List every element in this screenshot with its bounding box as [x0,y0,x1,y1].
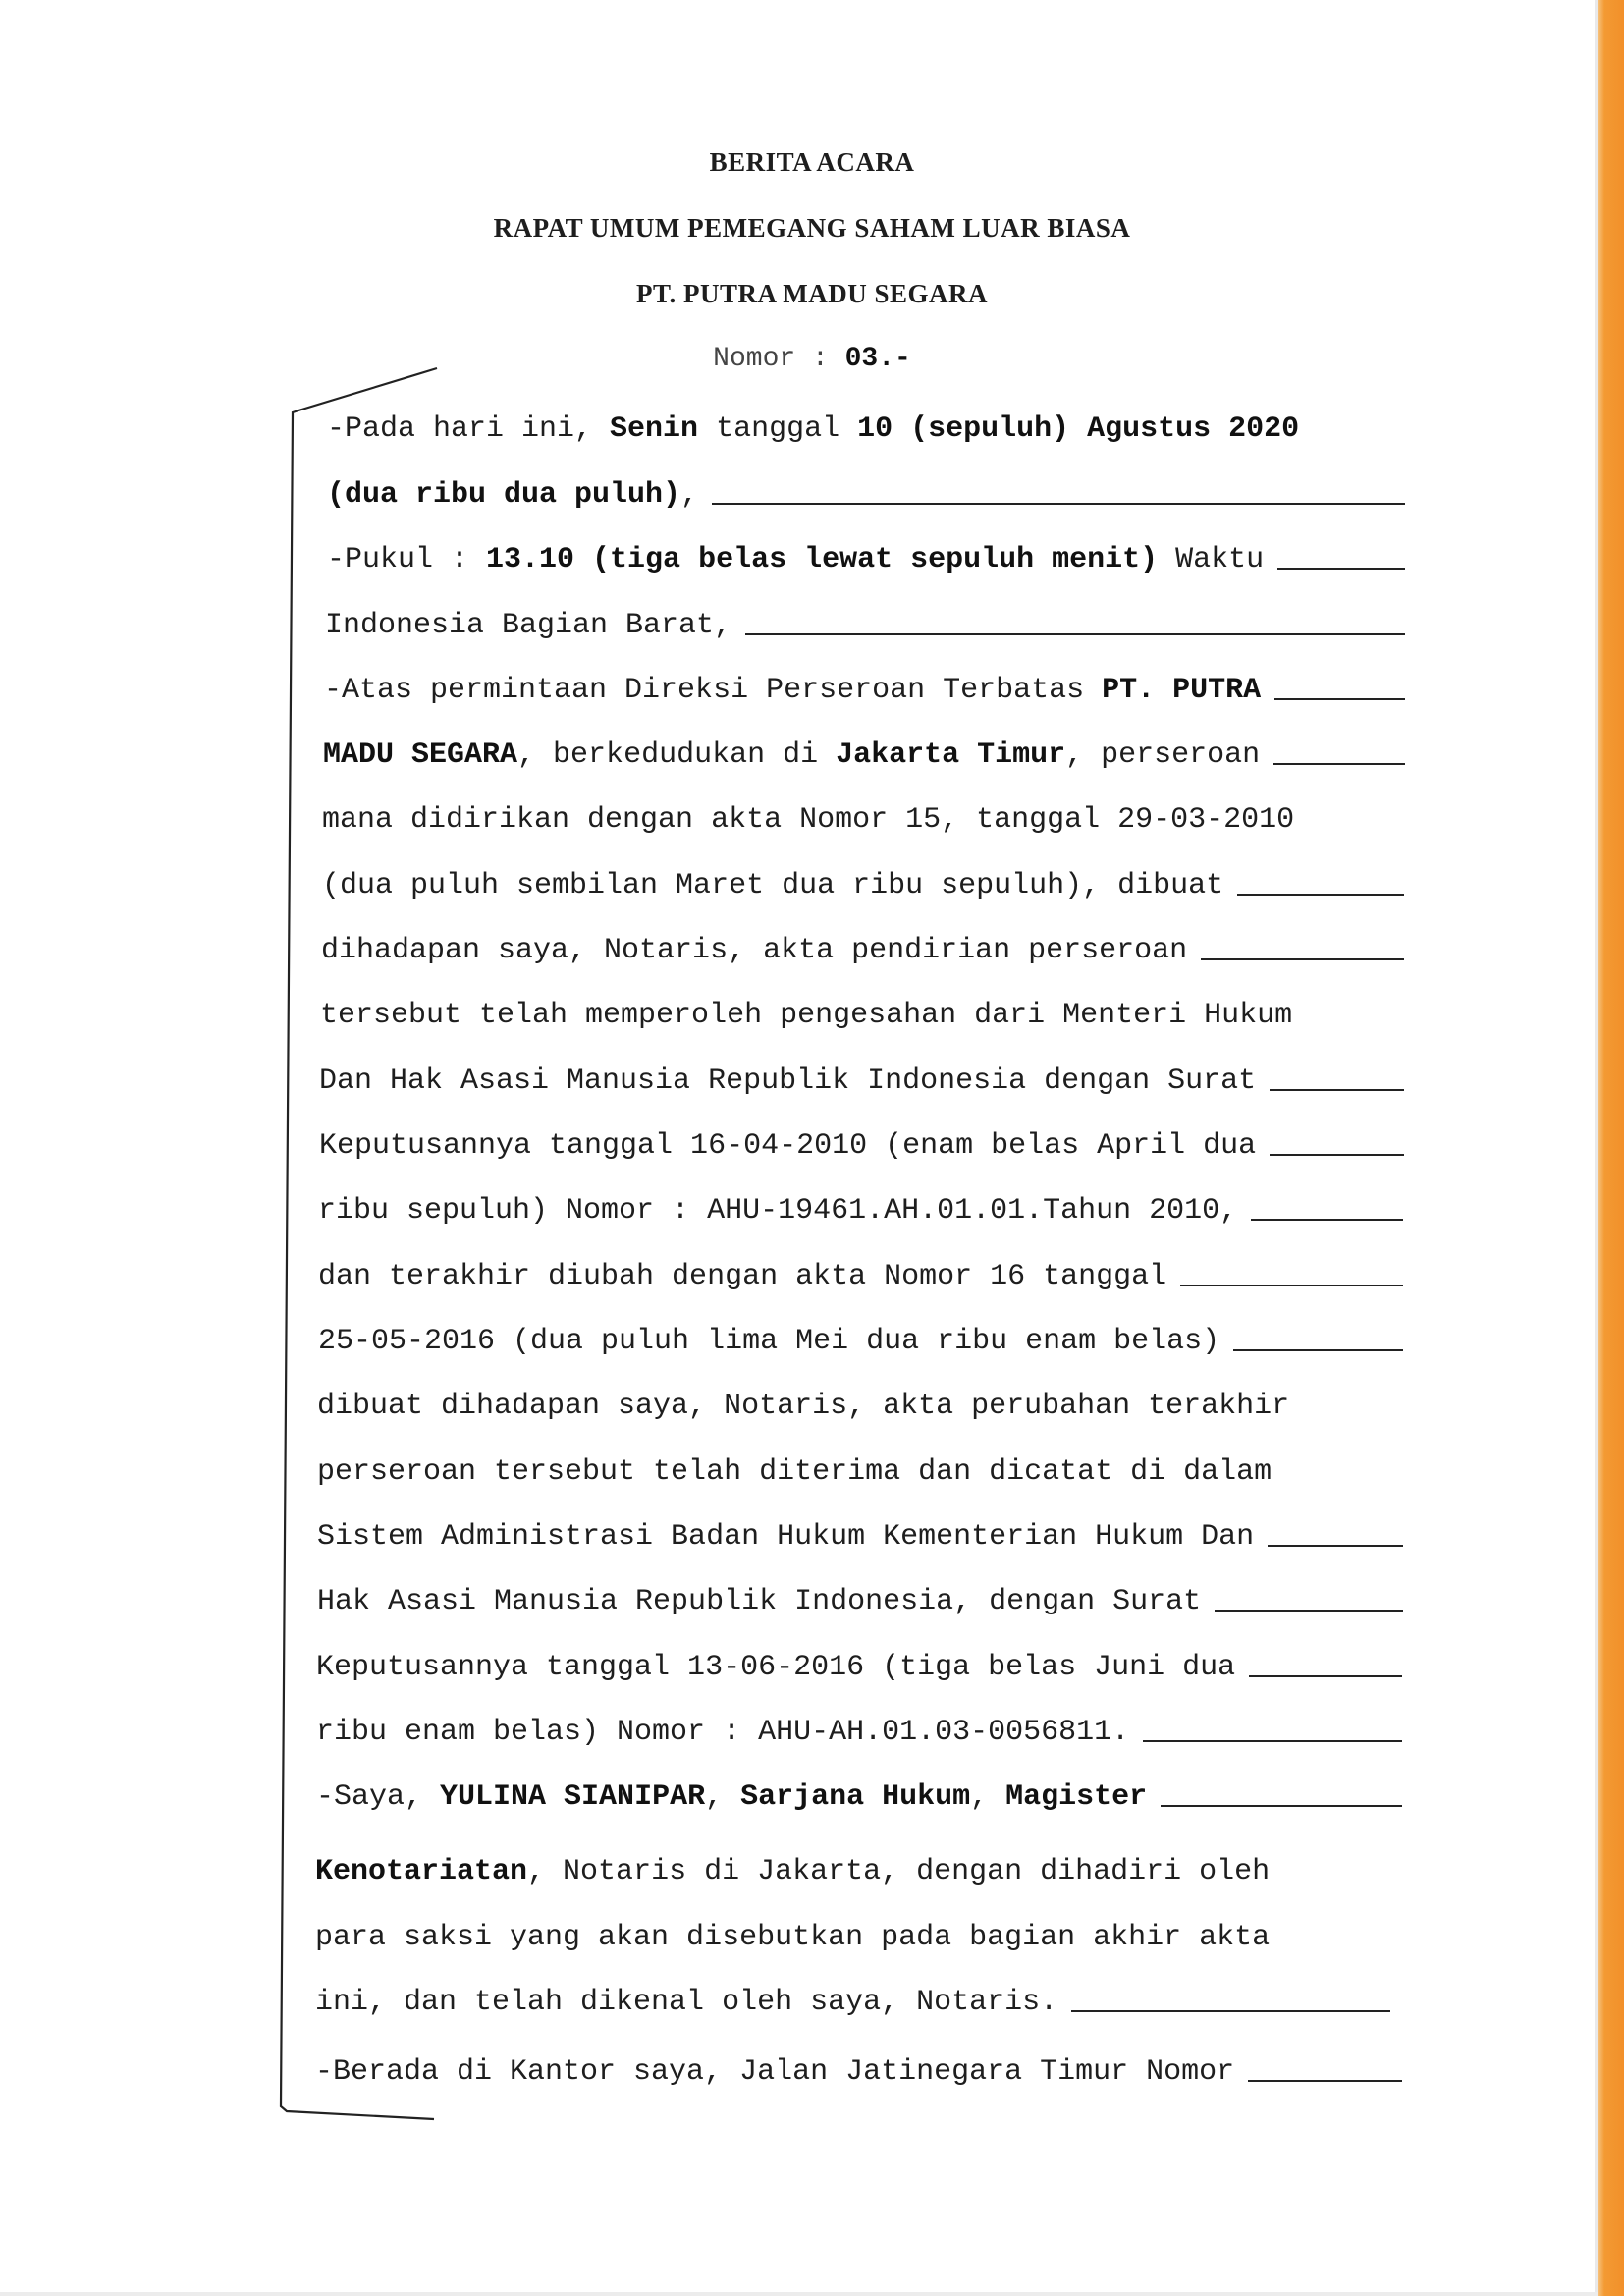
text: Waktu [1158,543,1265,576]
domicile: Jakarta Timur [836,738,1066,772]
body-line [317,1585,1403,1624]
text: -Pada hari ini, [327,412,611,446]
text: Keputusannya tanggal 13-06-2016 (tiga belas Juni dua [316,1651,1236,1684]
body-line [320,999,1404,1038]
body-line [327,478,1405,518]
meeting-time: 13.10 (tiga belas lewat sepuluh menit) [486,543,1159,576]
text: , berkedudukan di [517,738,837,772]
text: ribu enam belas) Nomor : AHU-AH.01.03-0056811. [316,1716,1130,1749]
nomor-label: Nomor : [713,344,845,374]
meeting-date: 10 (sepuluh) Agustus 2020 [857,412,1300,446]
filler-line [1237,894,1404,896]
body-line [315,1986,1390,2025]
body-line [324,674,1405,713]
filler-line [1274,698,1405,700]
text: -Saya, [316,1780,441,1814]
body-line [319,1065,1404,1104]
body-line [316,1780,1402,1820]
filler-line [1071,2010,1390,2012]
text: mana didirikan dengan akta Nomor 15, tanggal 29-03-2010 [322,803,1295,837]
text: -Atas permintaan Direksi Perseroan Terbatas [324,674,1103,707]
text: perseroan tersebut telah diterima dan dicatat di dalam [317,1455,1272,1489]
body-line [322,869,1404,908]
filler-line [1273,763,1405,765]
text: , perseroan [1065,738,1261,772]
filler-line [1270,1089,1404,1091]
notary-name: YULINA SIANIPAR [440,1780,706,1814]
text: tanggal [698,412,858,446]
filler-line [1268,1545,1403,1547]
filler-line [1277,568,1405,570]
filler-line [1201,958,1404,960]
filler-line [712,503,1405,505]
date-words: (dua ribu dua puluh) [327,478,681,512]
filler-line [1215,1610,1403,1612]
document-title: BERITA ACARA [709,147,915,177]
filler-line [1143,1740,1402,1742]
text: dibuat dihadapan saya, Notaris, akta perubahan terakhir [317,1390,1290,1423]
body-line [321,934,1404,973]
body-line [315,1921,1402,1960]
text: dihadapan saya, Notaris, akta pendirian perseroan [321,934,1188,967]
body-line [317,1455,1403,1495]
body-line [318,1194,1403,1233]
text: ini, dan telah dikenal oleh saya, Notaris. [315,1986,1058,2019]
day-name: Senin [610,412,699,446]
body-line [322,803,1404,843]
filler-line [745,633,1405,635]
body-line [315,2055,1402,2095]
text: Hak Asasi Manusia Republik Indonesia, dengan Surat [317,1585,1202,1618]
body-line [323,738,1405,778]
text: (dua puluh sembilan Maret dua ribu sepuluh), dibuat [322,869,1224,902]
filler-line [1249,1675,1402,1677]
company-name: PT. PUTRA MADU SEGARA [635,279,988,308]
text: ribu sepuluh) Nomor : AHU-19461.AH.01.01.Tahun 2010, [318,1194,1238,1228]
body-line [325,609,1405,648]
text: , Notaris di Jakarta, dengan dihadiri oleh [527,1855,1271,1888]
document-number [0,344,1624,374]
document-subtitle: RAPAT UMUM PEMEGANG SAHAM LUAR BIASA [493,213,1131,243]
filler-line [1161,1805,1402,1807]
filler-line [1270,1154,1404,1156]
body-line [316,1716,1402,1755]
text: dan terakhir diubah dengan akta Nomor 16 tanggal [318,1260,1167,1293]
filler-line [1248,2080,1402,2082]
filler-line [1251,1219,1403,1221]
text: -Berada di Kantor saya, Jalan Jatinegara Timur Nomor [315,2055,1235,2089]
body-line [316,1651,1402,1690]
text: tersebut telah memperoleh pengesahan dari Menteri Hukum [320,999,1293,1032]
text: Dan Hak Asasi Manusia Republik Indonesia dengan Surat [319,1065,1257,1098]
body-line [315,1855,1402,1894]
text: Indonesia Bagian Barat, [325,609,732,642]
body-line [319,1129,1404,1169]
nomor-value: 03.- [844,344,911,374]
notary-degree: Kenotariatan [315,1855,528,1888]
text: , [970,1780,1006,1814]
text: Sistem Administrasi Badan Hukum Kementerian Hukum Dan [317,1520,1255,1554]
text: Keputusannya tanggal 16-04-2010 (enam belas April dua [319,1129,1257,1163]
body-line [318,1260,1403,1299]
text: , [680,478,699,512]
notary-degree: Magister [1005,1780,1148,1814]
company-name-part: PT. PUTRA [1102,674,1262,707]
text: para saksi yang akan disebutkan pada bagian akhir akta [315,1921,1271,1954]
notary-degree: Sarjana Hukum [740,1780,971,1814]
text: 25-05-2016 (dua puluh lima Mei dua ribu enam belas) [318,1325,1220,1358]
body-line [327,412,1405,452]
filler-line [1180,1285,1403,1286]
body-line [327,543,1405,582]
body-line [317,1520,1403,1559]
body-line [317,1390,1403,1429]
text: -Pukul : [327,543,487,576]
body-line [318,1325,1403,1364]
text: , [705,1780,741,1814]
company-name-part: MADU SEGARA [323,738,518,772]
filler-line [1233,1349,1403,1351]
